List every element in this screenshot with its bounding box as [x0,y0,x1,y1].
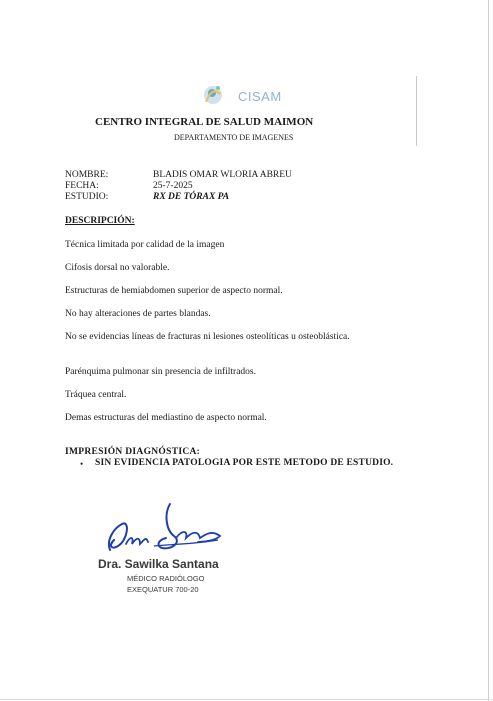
physician-registration: EXEQUATUR 700-20 [127,585,199,594]
physician-name: Dra. Sawilka Santana [98,557,219,571]
date-value: 25-7-2025 [153,181,193,191]
finding-paragraph: Cifosis dorsal no valorable. [65,263,170,273]
finding-paragraph: No se evidencias líneas de fracturas ni lesiones osteolíticas u osteoblástica. [65,332,350,342]
description-heading: DESCRIPCIÓN: [65,216,135,226]
finding-paragraph: No hay alteraciones de partes blandas. [65,309,211,319]
physician-role: MÉDICO RADIÓLOGO [127,574,205,583]
impression-heading: IMPRESIÓN DIAGNÓSTICA: [65,447,201,457]
page-edge-bottom [0,699,493,700]
handwritten-signature [100,500,230,560]
finding-paragraph: Técnica limitada por calidad de la imagen [65,240,225,250]
impression-item: SIN EVIDENCIA PATOLOGIA POR ESTE METODO DE ESTUDIO. [95,458,394,468]
finding-paragraph: Estructuras de hemiabdomen superior de aspecto normal. [65,286,283,296]
bullet-icon: • [80,459,84,469]
name-value: BLADIS OMAR WLORIA ABREU [153,170,292,180]
finding-paragraph: Tráquea central. [65,390,127,400]
study-label: ESTUDIO: [65,192,109,202]
study-value: RX DE TÓRAX PA [153,192,230,202]
header-divider [416,76,417,146]
logo-text: CISAM [238,89,282,104]
page-edge-right [488,0,489,701]
name-label: NOMBRE: [65,170,109,180]
finding-paragraph: Parénquima pulmonar sin presencia de infiltrados. [65,367,257,377]
department-name: DEPARTAMENTO DE IMAGENES [174,133,294,142]
center-title: CENTRO INTEGRAL DE SALUD MAIMON [95,116,314,128]
date-label: FECHA: [65,181,99,191]
finding-paragraph: Demas estructuras del mediastino de aspecto normal. [65,413,267,423]
